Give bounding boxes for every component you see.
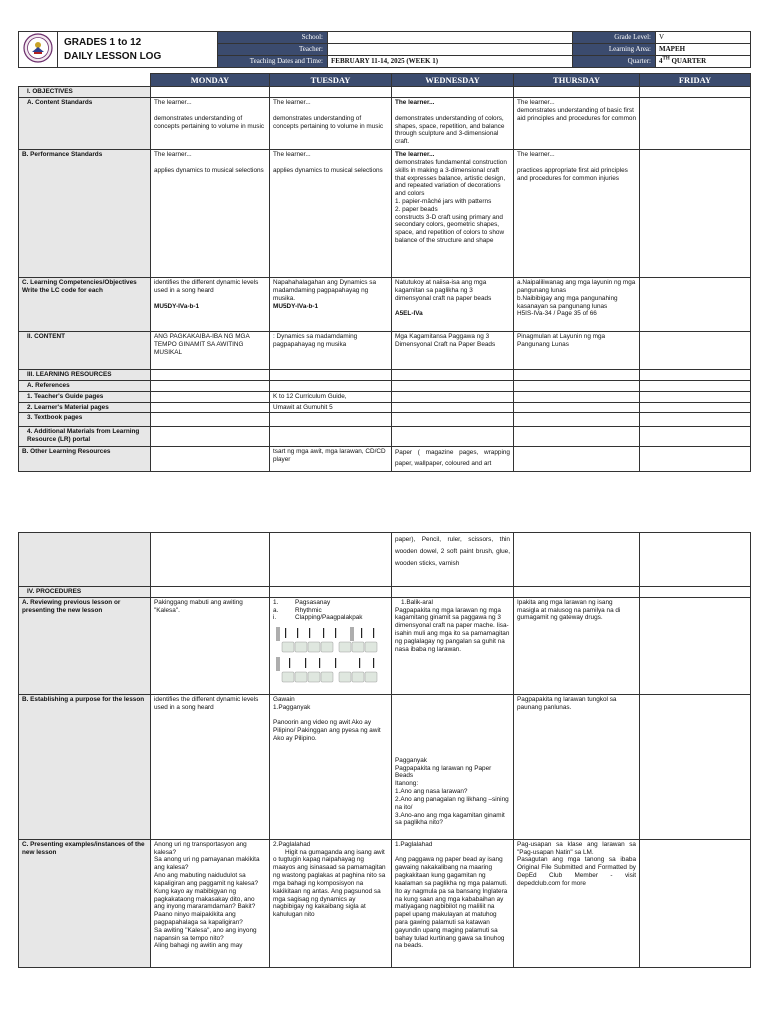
log-title [58,32,218,68]
purpose-label: B. Establishing a purpose for the lesson [19,694,151,839]
performance-standards-tuesday [270,150,392,278]
teaching-dates-label: Teaching Dates and Time: [218,56,328,68]
text: practices appropriate first aid principles and procedures for common injuries [517,166,628,182]
reviewing-friday [640,597,751,694]
deped-logo [19,32,58,68]
content-label: II. CONTENT [19,332,151,370]
cell [151,533,270,587]
reviewing-thursday: Ipakita ang mga larawan ng isang masigla at malusog na pamilya na di gumagamit ng gateway drugs. [514,597,640,694]
cell [514,370,640,381]
cell [640,587,751,598]
text: H5IS-IVa-34 / Page 35 of 66 [517,310,597,318]
reviewing-tuesday [270,597,392,694]
learning-area-field[interactable] [656,44,751,56]
objectives-heading: I. OBJECTIVES [19,87,151,98]
cell [270,587,392,598]
grade-level-field[interactable]: V [656,32,751,44]
teacher-field[interactable] [328,44,573,56]
purpose-thursday: Pagpapakita ng larawan tungkol sa paunang panlunas. [514,694,640,839]
presenting-wednesday [392,839,514,967]
text: applies dynamics to musical selections [154,166,264,174]
text: 1.Balik-aral [401,598,433,606]
content-wednesday: Mga Kagamitansa Paggawa ng 3 Dimensyonal Craft na Paper Beads [392,332,514,370]
objectives-table [18,73,751,472]
cell [151,413,270,427]
day-friday: FRIDAY [640,74,751,87]
deped-seal-logo-icon [23,33,53,63]
cell [392,380,514,391]
drill-line [273,607,388,615]
cell [270,533,392,587]
other-resources-wednesday: Paper ( magazine pages, wrapping paper, wallpaper, coloured and art [392,447,514,472]
presenting-monday: Anong uri ng transportasyon ang kalesa? Sa anong uri ng pamayanan makikita ang kalesa? Ano ang mabuting naidudulot sa kapaligiran ang paggamit ng kalesa? Kung kayo ay mabibigyan ng pagkakataong makasakay dito, ano ang inyong mararamdaman? Bakit? Paano ninyo maipakikita ang pagpapahalaga sa kapaligiran? Sa awiting "Kalesa", ano ang inyong napansin sa tempo nito? Aling bahagi ng awitin ang may [151,839,270,967]
cell [270,87,392,98]
text: Pagsasanay [295,598,331,606]
performance-standards-wednesday [392,150,514,278]
quarter-suffix: TH [662,57,670,63]
lm-pages-label: 2. Learner's Material pages [19,402,151,413]
cell [392,587,514,598]
performance-standards-monday [151,150,270,278]
reviewing-monday: Pakinggang mabuti ang awiting "Kalesa". [151,597,270,694]
competencies-label: C. Learning Competencies/Objectives Write the LC code for each [19,278,151,332]
other-resources-label: B. Other Learning Resources [19,447,151,472]
performance-standards-friday [640,150,751,278]
resources-heading: III. LEARNING RESOURCES [19,370,151,381]
text: Gawain [273,695,295,703]
cell [640,447,751,472]
other-resources-tuesday: tsart ng mga awit, mga larawan, CD/CD player [270,447,392,472]
other-resources-wednesday-cont: paper), Pencil, ruler, scissors, thin wooden dowel, 2 soft paint brush, glue, wooden sticks, varnish [392,533,514,587]
day-tuesday: TUESDAY [270,74,392,87]
cell [392,87,514,98]
cell [151,370,270,381]
cell [640,427,751,447]
text: 2.Ano ang panagalan ng likhang –sining na ito/ [395,795,509,811]
text: Rhythmic [295,606,322,614]
cell [151,87,270,98]
references-label: A. References [19,380,151,391]
teaching-dates-value: FEBRUARY 11-14, 2025 (WEEK 1) [331,57,439,66]
competencies-tuesday [270,278,392,332]
text: The learner... [517,99,555,107]
cell [392,427,514,447]
reviewing-wednesday [392,597,514,694]
lc-code: MU5DY-IVa-b-1 [154,302,200,310]
presenting-friday [640,839,751,967]
lc-code: MU5DY-IVa-b-1 [273,302,319,310]
content-standards-label: A. Content Standards [19,98,151,150]
text: 2.Paglalahad [273,840,311,848]
text: 1.Ano ang nasa larawan? [395,788,468,796]
cell [514,402,640,413]
content-standards-tuesday [270,98,392,150]
days-blank [19,74,151,87]
text: demonstrates understanding of concepts pertaining to volume in music [273,114,384,130]
cell [151,447,270,472]
cell [514,587,640,598]
day-monday: MONDAY [151,74,270,87]
title-line-2: DAILY LESSON LOG [64,50,162,62]
cell [151,380,270,391]
text: demonstrates fundamental construction skills in making a 3-dimensional craft that expresses balance, artistic design, and repeated variation of decorations and colors [395,158,507,198]
school-label: School: [218,32,328,44]
cell [270,413,392,427]
text: demonstrates understanding of colors, shapes, space, repetition, and balance through sculpture and 3-dimensional craft. [395,114,505,146]
cell [640,370,751,381]
presenting-tuesday [270,839,392,967]
competencies-friday [640,278,751,332]
cell [640,402,751,413]
quarter-number: 4 [659,57,663,66]
cell [514,427,640,447]
cell [19,533,151,587]
text: Napahahalagahan ang Dynamics sa madamdaming pagpapahayag ng musika. [273,279,377,302]
text: applies dynamics to musical selections [273,166,383,174]
title-line-1: GRADES 1 to 12 [64,37,142,48]
header-table [18,31,751,68]
cell [514,447,640,472]
teacher-label: Teacher: [218,44,328,56]
day-thursday: THURSDAY [514,74,640,87]
competencies-wednesday [392,278,514,332]
text: Pagganyak [395,756,427,764]
presenting-thursday: Pag-usapan sa klase ang larawan sa "Pag-usapan Natin" sa LM. Pasagutan ang mga tanong sa ibaba Original File Submitted and Formatted by DepEd Club Member - visit depedclub.com for more [514,839,640,967]
procedures-table [18,532,751,968]
content-tuesday: : Dynamics sa madamdaming pagpapahayag ng musika [270,332,392,370]
tg-pages-label: 1. Teacher's Guide pages [19,391,151,402]
text: The learner... [395,151,435,159]
competencies-thursday [514,278,640,332]
text: 1. papier-mâché jars with patterns [395,198,492,206]
purpose-monday: identifies the different dynamic levels used in a song heard [151,694,270,839]
purpose-friday [640,694,751,839]
content-thursday: Pinagmulan at Layunin ng mga Pangunang Lunas [514,332,640,370]
text: Clapping/Paagpalakpak [295,614,363,622]
day-wednesday: WEDNESDAY [392,74,514,87]
content-friday [640,332,751,370]
cell [392,413,514,427]
cell [270,370,392,381]
text: a.Naipaliliwanag ang mga layunin ng mga pangunang lunas [517,279,636,294]
text: The learner... [154,151,192,159]
text: Higit na gumaganda ang isang awit o tugtugin kapag naipahayag ng maayos ang isinasaad sa pamamagitan ng wastong paglakas at paghina nito sa mga bahagi ng komposisyon na kakikitaan ng antas. Ang pagsunod sa mga sagisag ng dynamics ay nagbibigay ng kakaibang sigla at kahulugan nito [273,848,386,919]
text: Pagpapakita ng mga larawan ng mga kagamitang ginamit sa paggawa ng 3 dimensyonal craft na paper mache. Iisa-isahin muli ang mga ito sa pamamagitan ng paglalagay ng pangalan sa guhit na nasa ibaba ng larawan. [395,606,510,653]
cell [640,413,751,427]
presenting-label: C. Presenting examples/instances of the new lesson [19,839,151,967]
school-field[interactable] [328,32,573,44]
text: Itanong: [395,780,419,788]
quarter-word: QUARTER [669,57,707,66]
cell [514,533,640,587]
cell [392,370,514,381]
text: Natutukoy at naiisa-isa ang mga kagamitan sa paglikha ng 3 dimensyonal craft na paper beads [395,279,492,302]
content-standards-monday [151,98,270,150]
lesson-log-page-1 [18,31,750,468]
additional-materials-label: 4. Additional Materials from Learning Resource (LR) portal [19,427,151,447]
text: The learner... [395,99,435,107]
text: Panoorin ang video ng awit Ako ay Pilipino/ Pakinggan ang pyesa ng awit Ako ay Pilipino. [273,719,381,742]
text: Ang paggawa ng paper bead ay isang gawaing nakakalibang na maaring pagkakitaan kung gagamitan ng kaalaman sa paglikha ng mga palamuti. Ito ay nagmula pa sa bansang Inglatera na kung saan ang mga kababaihan ay matiyagang nagbibilot ng maliliit na papel upang makulayan at matuhog para gawing palamuti sa katawan gayundin upang maging palamuti sa bahay tulad kurtinang gawa sa tinuhog na beads. [395,856,508,950]
quarter-label: Quarter: [573,56,656,68]
text: identifies the different dynamic levels used in a song heard [154,279,259,294]
cell [151,587,270,598]
text: demonstrates understanding of basic first aid principles and procedures for common [517,106,636,122]
cell [514,391,640,402]
cell [392,402,514,413]
procedures-heading: IV. PROCEDURES [19,587,151,598]
performance-standards-label: B. Performance Standards [19,150,151,278]
text: The learner... [273,99,311,107]
cell [270,380,392,391]
cell [514,87,640,98]
textbook-pages-label: 3. Textbook pages [19,413,151,427]
purpose-tuesday [270,694,392,839]
reviewing-label: A. Reviewing previous lesson or presenting the new lesson [19,597,151,694]
purpose-wednesday [392,694,514,839]
performance-standards-thursday [514,150,640,278]
quarter-field[interactable] [656,56,751,68]
content-standards-thursday [514,98,640,150]
cell [392,391,514,402]
text: Pagpapakita ng larawan ng Paper Beads [395,764,492,780]
text: constructs 3-D craft using primary and secondary colors, geometric shapes, space, and repetition of colors to show balance of the structure and shape [395,213,505,245]
cell [640,380,751,391]
text: The learner... [154,99,192,107]
cell [514,380,640,391]
rhythm-notation-icon [273,625,388,687]
text: The learner... [517,151,555,159]
competencies-monday [151,278,270,332]
cell [151,427,270,447]
text: 1.Pagganyak [273,703,311,711]
text: 1.Paglalahad [395,840,433,848]
cell [151,391,270,402]
cell [514,413,640,427]
cell [640,533,751,587]
text: demonstrates understanding of concepts pertaining to volume in music [154,114,265,130]
drill-line [273,614,388,622]
lm-pages-tuesday: Umawit at Gumuhit 5 [270,402,392,413]
lc-code: A5EL-IVa [395,310,423,318]
text: i. [273,614,277,622]
text: The learner... [273,151,311,159]
grade-level-label: Grade Level: [573,32,656,44]
learning-area-value: MAPEH [659,45,686,54]
text: b.Naibibigay ang mga pangunahing kasanayan sa pangunang lunas [517,294,618,310]
teaching-dates-field[interactable] [328,56,573,68]
cell [640,391,751,402]
content-standards-friday [640,98,751,150]
text: a. [273,606,279,614]
cell [151,402,270,413]
cell [640,87,751,98]
text: 1. [273,598,279,606]
drill-line [273,599,388,607]
content-monday: ANG PAGKAKAIBA-IBA NG MGA TEMPO GINAMIT SA AWITING MUSIKAL [151,332,270,370]
text: 3.Ano-ano ang mga kagamitan ginamit sa paglikha nito? [395,811,505,827]
content-standards-wednesday [392,98,514,150]
text: 2. paper beads [395,205,438,213]
lesson-log-page-2 [18,532,750,999]
tg-pages-tuesday: K to 12 Curriculum Guide, [270,391,392,402]
cell [270,427,392,447]
learning-area-label: Learning Area: [573,44,656,56]
